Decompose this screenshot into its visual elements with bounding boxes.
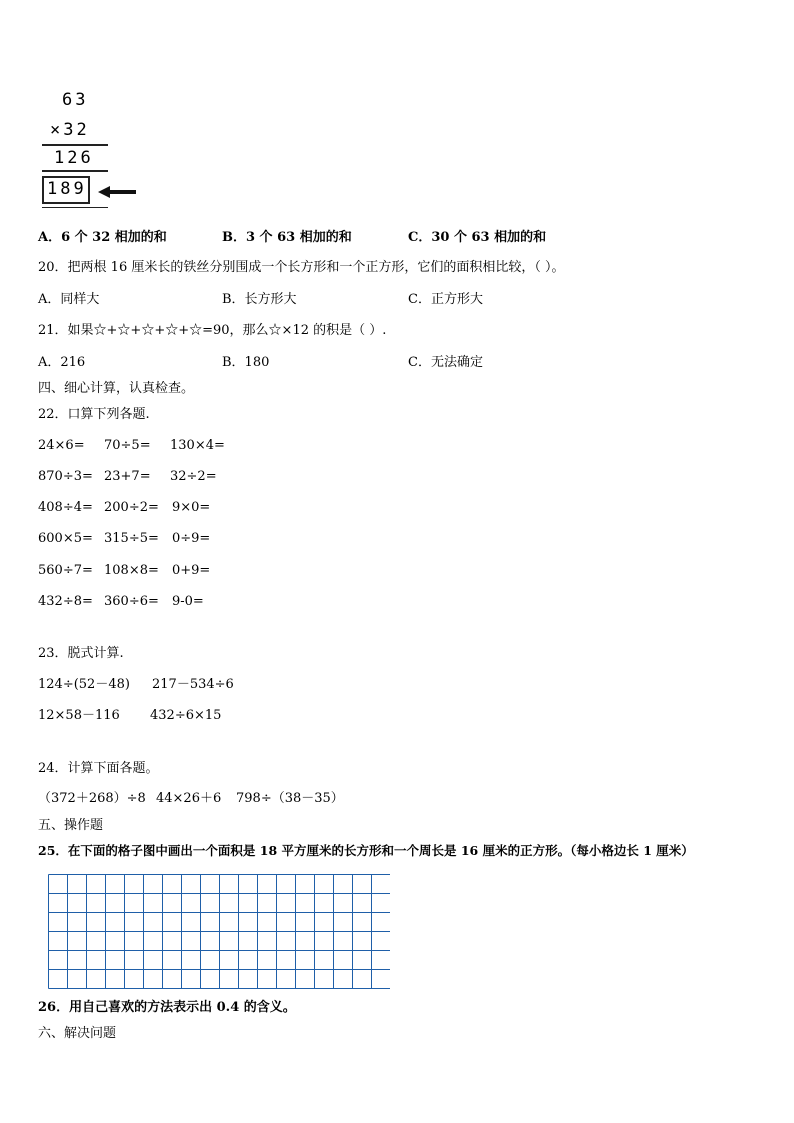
q24-title: 24．计算下面各题。: [38, 761, 159, 776]
q22-r2-c1: 870÷3=: [38, 469, 93, 484]
q22-r6-c1: 432÷8=: [38, 594, 93, 609]
q20-option-b: B．长方形大: [222, 292, 297, 307]
q22-r3-c2: 200÷2=: [104, 500, 159, 515]
q22-r5-c3: 0+9=: [172, 563, 211, 578]
q21-option-c: C．无法确定: [408, 355, 483, 370]
q19-option-a: A．6 个 32 相加的和: [38, 230, 167, 245]
figure-rule-1: [42, 144, 108, 146]
q23-r1-c1: 124÷(52－48): [38, 677, 130, 692]
q23-r2-c1: 12×58－116: [38, 708, 120, 723]
q19-option-c: C．30 个 63 相加的和: [408, 230, 547, 245]
q21-text: 21．如果☆+☆+☆+☆+☆=90，那么☆×12 的积是（ ）.: [38, 323, 387, 338]
q21-option-a: A．216: [38, 355, 86, 370]
q22-r2-c2: 23+7=: [104, 469, 151, 484]
q22-r1-c2: 70÷5=: [104, 438, 151, 453]
q22-r3-c1: 408÷4=: [38, 500, 93, 515]
q24-item-3: 798÷（38－35）: [236, 791, 344, 806]
q22-r2-c3: 32÷2=: [170, 469, 217, 484]
q22-r6-c2: 360÷6=: [104, 594, 159, 609]
left-arrow-icon: [98, 185, 138, 199]
q26-text: 26．用自己喜欢的方法表示出 0.4 的含义。: [38, 1000, 296, 1015]
q20-option-c: C．正方形大: [408, 292, 483, 307]
multiplicand: 63: [62, 90, 89, 110]
q19-option-b: B．3 个 63 相加的和: [222, 230, 352, 245]
section-4-heading: 四、细心计算，认真检查。: [38, 381, 195, 396]
q21-option-b: B．180: [222, 355, 270, 370]
q20-text: 20．把两根 16 厘米长的铁丝分别围成一个长方形和一个正方形，它们的面积相比较，（ ）。: [38, 260, 565, 275]
figure-rule-2: [42, 170, 108, 172]
figure-rule-3: [42, 207, 108, 208]
section-5-heading: 五、操作题: [38, 818, 104, 833]
q22-r4-c2: 315÷5=: [104, 531, 159, 546]
q22-r4-c3: 0÷9=: [172, 531, 211, 546]
multiplication-figure: [36, 86, 146, 216]
square-grid[interactable]: [48, 874, 390, 990]
multiplier: ×32: [50, 120, 90, 140]
q22-r6-c3: 9-0=: [172, 594, 204, 609]
q25-text: 25．在下面的格子图中画出一个面积是 18 平方厘米的长方形和一个周长是 16 厘米的正方形。（每小格边长 1 厘米）: [38, 843, 694, 858]
section-6-heading: 六、解决问题: [38, 1026, 117, 1041]
q22-r1-c3: 130×4=: [170, 438, 225, 453]
q23-r1-c2: 217－534÷6: [152, 677, 234, 692]
partial-product-1: 126: [54, 148, 94, 168]
q22-r3-c3: 9×0=: [172, 500, 211, 515]
q23-r2-c2: 432÷6×15: [150, 708, 222, 723]
q23-title: 23．脱式计算.: [38, 646, 124, 661]
q22-r5-c1: 560÷7=: [38, 563, 93, 578]
q22-title: 22．口算下列各题.: [38, 407, 150, 422]
q24-item-2: 44×26＋6: [156, 791, 222, 806]
q22-r5-c2: 108×8=: [104, 563, 159, 578]
q22-r1-c1: 24×6=: [38, 438, 85, 453]
boxed-value: 189: [47, 179, 87, 199]
boxed-partial-product: [42, 176, 90, 204]
q22-r4-c1: 600×5=: [38, 531, 93, 546]
q24-item-1: （372＋268）÷8: [38, 791, 146, 806]
q20-option-a: A．同样大: [38, 292, 100, 307]
